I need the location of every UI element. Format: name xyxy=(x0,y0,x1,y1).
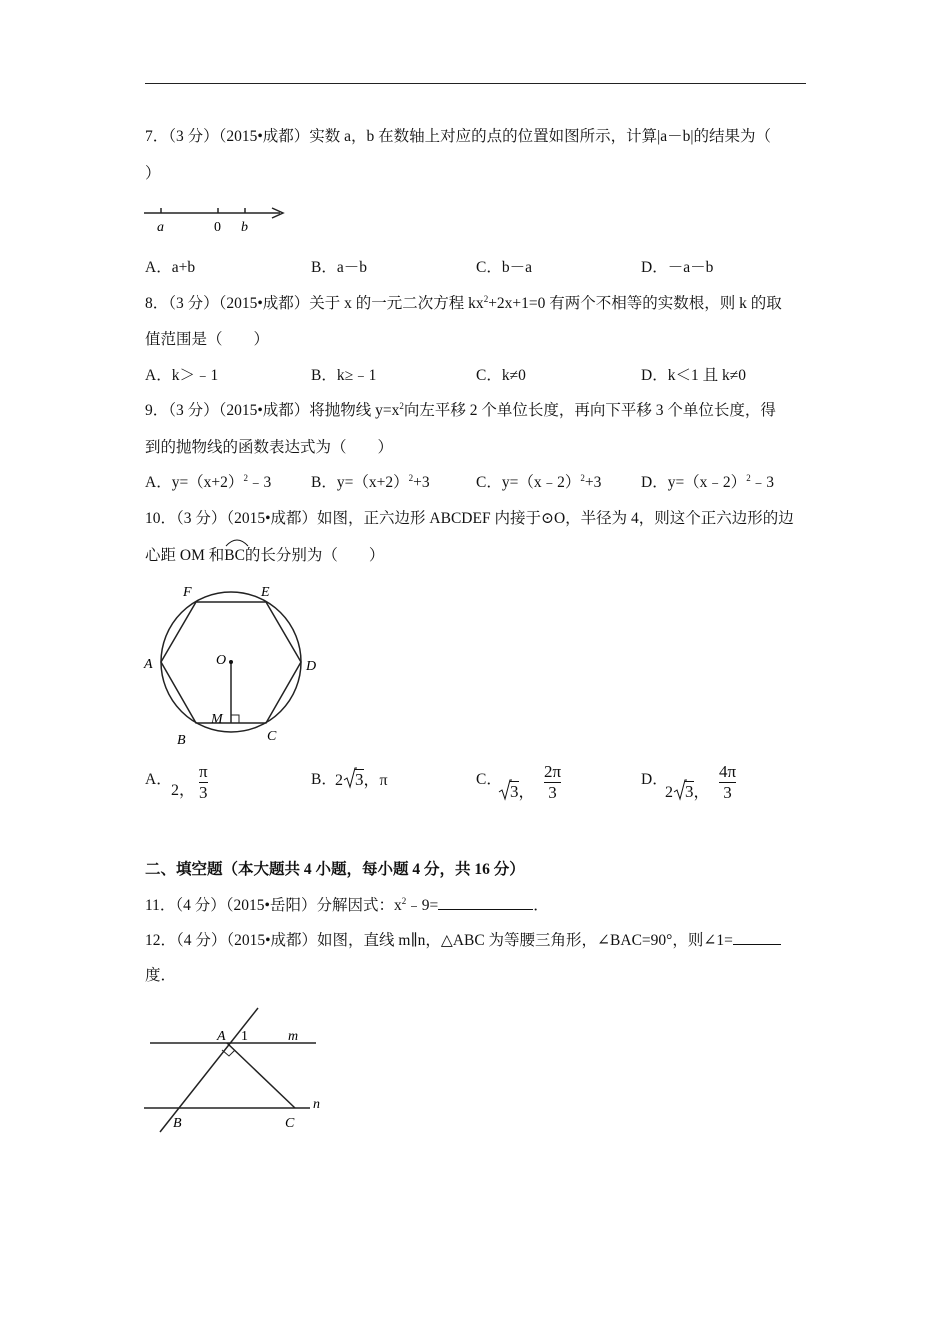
q8-option-c[interactable]: C．k≠0 xyxy=(476,367,526,384)
label-C: C xyxy=(267,729,277,744)
q10-hexagon-figure xyxy=(140,578,330,753)
label-b: b xyxy=(241,220,248,235)
q12-answer-blank[interactable] xyxy=(733,930,781,945)
q8-stem-line2: 值范围是（ ） xyxy=(145,331,270,348)
right-angle-mark xyxy=(231,715,239,723)
q10-stem-line1: 10．（3 分）（2015•成都）如图，正六边形 ABCDEF 内接于⊙O，半径为 4，则这个正六边形的边 xyxy=(145,510,794,527)
label-D: D xyxy=(306,659,317,674)
q10-option-b[interactable]: B． 2 3，π xyxy=(311,770,388,789)
label-0: 0 xyxy=(214,220,221,235)
label-M: M xyxy=(211,712,223,727)
q9-option-b[interactable]: B．$y=(x+2)^2+3$ xyxy=(311,472,430,491)
label-n: n xyxy=(313,1097,320,1112)
q10-option-a[interactable]: A． 2， π 3 xyxy=(145,762,208,802)
q8-stem-line1: 8．（3 分）（2015•成都）关于 x 的一元二次方程 $kx^2+2x+1=0$ 有两个不相等的实数根，则 k 的取 xyxy=(145,293,782,312)
q10-option-d[interactable]: D． 2 3， 4π 3 xyxy=(641,762,737,802)
label-B: B xyxy=(177,733,186,748)
q12-parallel-lines-figure xyxy=(140,1000,340,1140)
q9-option-d[interactable]: D．y=（x﹣2）$^2$﹣3 xyxy=(641,472,774,491)
label-A: A xyxy=(144,657,153,672)
q9-option-a[interactable]: A．$y=(x+2)^2﹣3$ xyxy=(145,472,272,491)
q12-stem-line2: 度． xyxy=(145,967,177,984)
q10-option-c[interactable]: C． 3， 2π 3 xyxy=(476,762,562,802)
section2-heading: 二、填空题（本大题共 4 小题，每小题 4 分，共 16 分） xyxy=(145,861,525,878)
label-F: F xyxy=(183,585,192,600)
q12-stem-line1: 12．（4 分）（2015•成都）如图，直线 m∥n，△ABC 为等腰三角形，∠BAC=90°，则∠1= xyxy=(145,930,781,951)
q7-option-a[interactable]: A．a+b xyxy=(145,259,196,276)
q8-option-d[interactable]: D．k＜1 且 k≠0 xyxy=(641,367,746,384)
line-ab-extended xyxy=(160,1008,258,1132)
header-rule xyxy=(145,83,806,84)
label-B: B xyxy=(173,1116,182,1131)
q7-option-d[interactable]: D．－a－b xyxy=(641,259,714,276)
q11-stem: 11．（4 分）（2015•岳阳）分解因式：$x^2﹣9=$ ． xyxy=(145,895,549,914)
label-C: C xyxy=(285,1116,295,1131)
q7-option-b[interactable]: B．a－b xyxy=(311,259,367,276)
q7-stem-line2: ） xyxy=(145,165,161,182)
label-m: m xyxy=(288,1029,299,1044)
label-A: A xyxy=(217,1029,226,1044)
q9-stem-line2: 到的抛物线的函数表达式为（ ） xyxy=(145,439,394,456)
q11-answer-blank[interactable] xyxy=(438,895,533,910)
segment-ac xyxy=(227,1043,295,1108)
q7-stem-line1: 7．（3 分）（2015•成都）实数 a，b 在数轴上对应的点的位置如图所示，计算|a－b|的结果为（ xyxy=(145,128,772,145)
q8-option-a[interactable]: A．k＞﹣1 xyxy=(145,367,219,384)
label-E: E xyxy=(261,585,270,600)
q9-stem-line1: 9．（3 分）（2015•成都）将抛物线 $y=x^2$向左平移 2 个单位长度，再向下平移 3 个单位长度，得 xyxy=(145,400,776,419)
center-o xyxy=(229,660,233,664)
q10-stem-line2: 心距 OM 和 BC的长分别为（ ） xyxy=(145,546,384,566)
label-O: O xyxy=(216,653,227,668)
q9-option-c[interactable]: C．y=（x﹣2）$^2$+3 xyxy=(476,472,602,491)
arc-bc: BC xyxy=(224,546,245,566)
label-a: a xyxy=(157,220,164,235)
label-1: 1 xyxy=(241,1029,248,1044)
q7-option-c[interactable]: C．b－a xyxy=(476,259,532,276)
q7-number-line-figure xyxy=(140,200,290,240)
q8-option-b[interactable]: B．k≥﹣1 xyxy=(311,367,377,384)
